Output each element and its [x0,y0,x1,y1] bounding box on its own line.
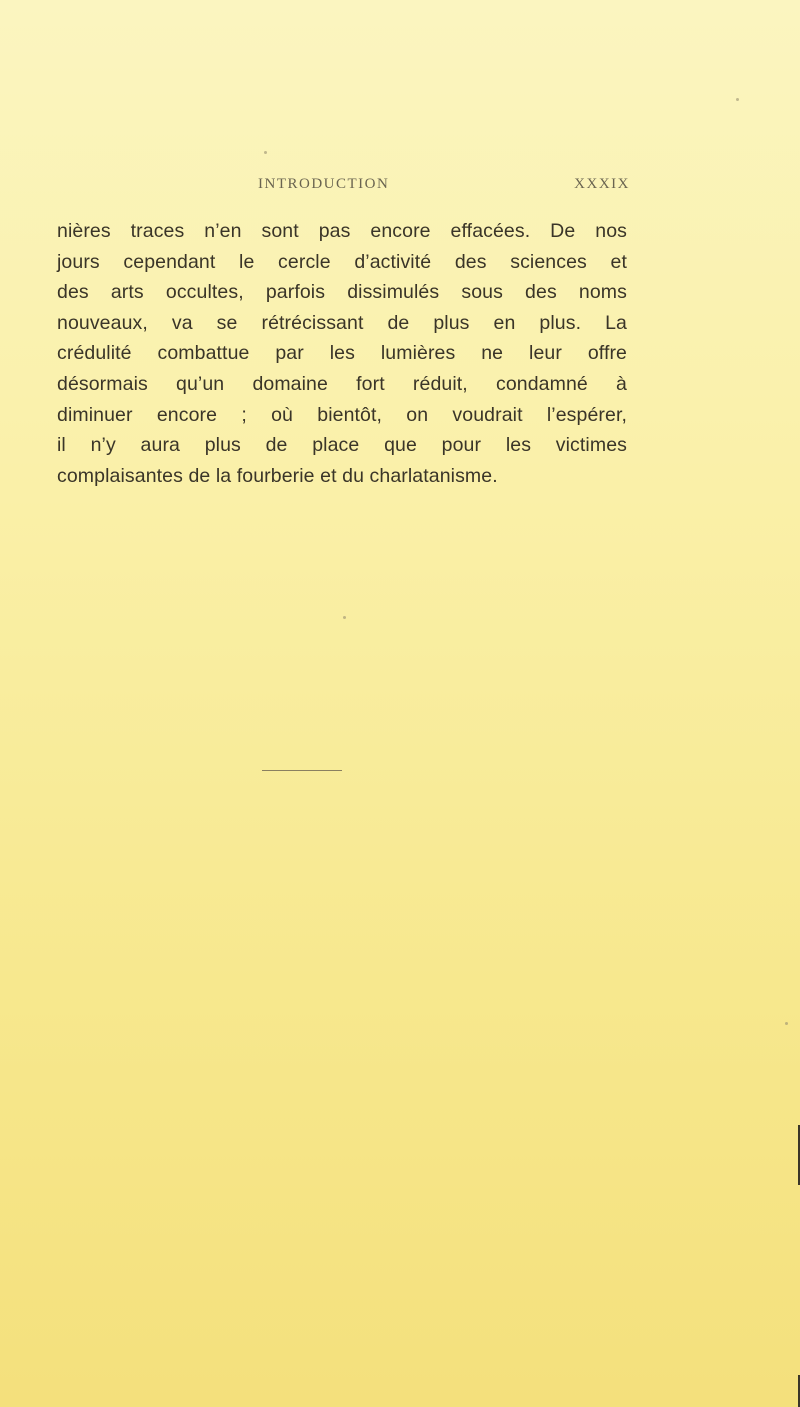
text-line: nouveaux, va se rétrécissant de plus en plus. La [57,311,627,334]
text-line: diminuer encore ; où bientôt, on voudrait l’espérer, [57,403,627,426]
page-number: XXXIX [574,176,630,192]
text-line: nières traces n’en sont pas encore effacées. De nos [57,220,627,242]
paper-speck [343,616,346,619]
paper-speck [736,98,739,101]
text-line: il n’y aura plus de place que pour les victimes [57,434,627,457]
running-head-title: INTRODUCTION [258,176,390,192]
text-line: complaisantes de la fourberie et du charlatanisme. [57,464,498,487]
text-line: des arts occultes, parfois dissimulés sous des noms [57,281,627,304]
text-line: désormais qu’un domaine fort réduit, condamné à [57,372,627,395]
text-line: crédulité combattue par les lumières ne leur offre [57,342,627,365]
body-text [57,216,627,491]
section-rule [262,770,342,771]
paper-speck [264,151,267,154]
text-line: jours cependant le cercle d’activité des sciences et [57,250,627,273]
running-head [258,176,630,196]
paper-speck [785,1022,788,1025]
